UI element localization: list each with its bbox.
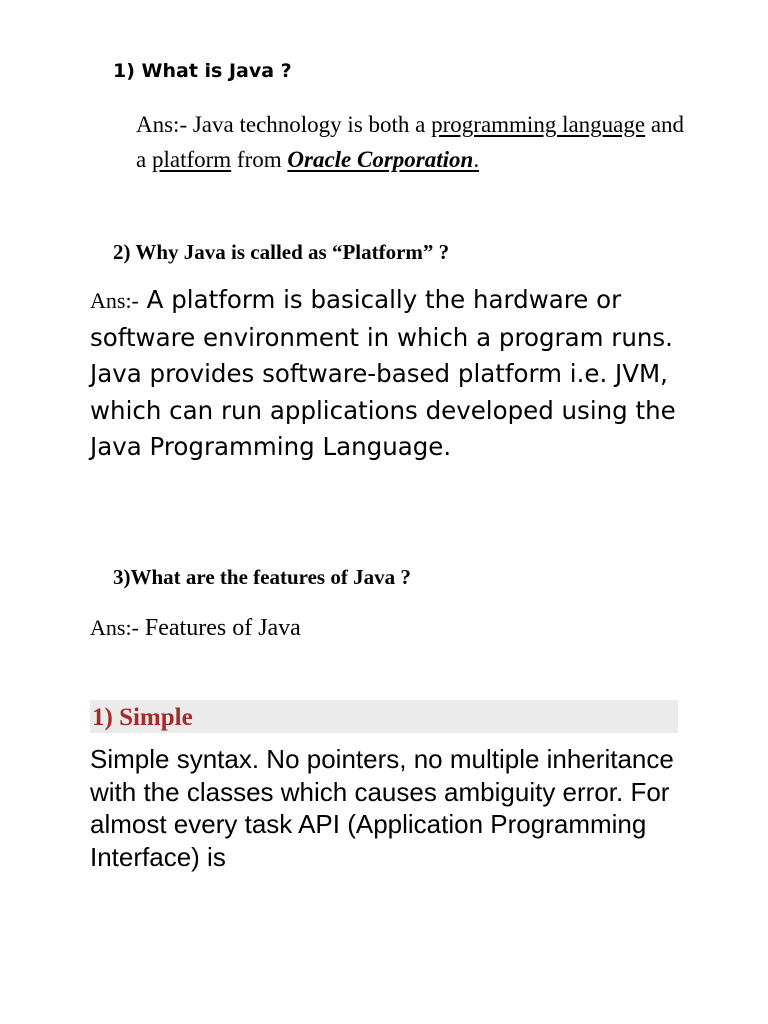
platform-link[interactable]: platform (151, 147, 232, 172)
feature-simple-heading: 1) Simple (90, 700, 678, 733)
answer-3 (90, 615, 301, 642)
oracle-corporation-link[interactable]: Oracle Corporation (287, 147, 474, 172)
answer-3-text: Features of Java (138, 615, 301, 641)
answer-1-prefix: Ans:- Java technology is both a (136, 112, 432, 137)
answer-1-mid2: from (231, 147, 288, 172)
question-2-title: 2) Why Java is called as “Platform” ? (113, 240, 450, 264)
question-3-title: 3)What are the features of Java ? (113, 565, 411, 589)
answer-1 (136, 107, 696, 177)
answer-2-text: A platform is basically the hardware or software environment in which a program runs. Java provides software-based platform i.e. JVM, which can run applications developed using the Java Programming Language. (90, 285, 676, 461)
answer-2 (90, 282, 690, 466)
answer-2-prefix: Ans:- (90, 288, 139, 313)
answer-1-end: . (473, 147, 480, 172)
answer-1-mid1: and a (136, 112, 685, 172)
answer-3-prefix: Ans:- (90, 615, 139, 640)
feature-simple-text: Simple syntax. No pointers, no multiple inheritance with the classes which causes ambiguity error. For almost every task API (Application Programming Interface) is (90, 744, 674, 872)
question-1-title: 1) What is Java ? (113, 60, 292, 82)
programming-language-link[interactable]: programming language (431, 112, 646, 137)
